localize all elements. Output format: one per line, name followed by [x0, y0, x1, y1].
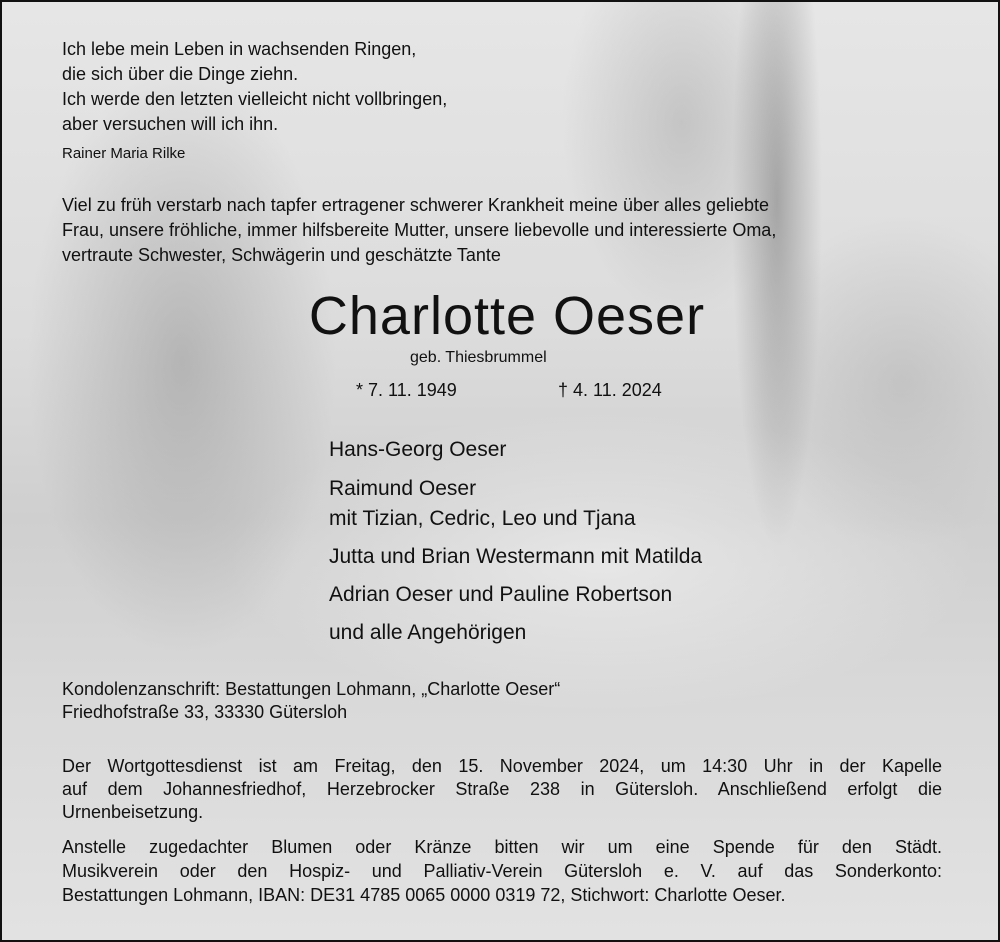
service-line: auf dem Johannesfriedhof, Herzebrocker Straße 238 in Gütersloh. Anschließend erfolgt die	[62, 779, 942, 799]
service-line: Urnenbeisetzung.	[62, 802, 204, 822]
donation-line: Anstelle zugedachter Blumen oder Kränze bitten wir um eine Spende für den Städt.	[62, 837, 942, 857]
death-date: † 4. 11. 2024	[558, 380, 662, 400]
condolence-line: Friedhofstraße 33, 33330 Gütersloh	[62, 702, 348, 722]
service-line: Der Wortgottesdienst ist am Freitag, den 15. November 2024, um 14:30 Uhr in der Kapelle	[62, 756, 942, 776]
poem-line: aber versuchen will ich ihn.	[62, 114, 279, 134]
family-member: Jutta und Brian Westermann mit Matilda	[329, 545, 703, 568]
birth-date: * 7. 11. 1949	[356, 380, 457, 400]
condolence-address	[62, 678, 560, 724]
donation-line: Musikverein oder den Hospiz- und Palliativ-Verein Gütersloh e. V. auf das Sonderkonto:	[62, 861, 942, 881]
maiden-name: geb. Thiesbrummel	[410, 349, 547, 366]
intro-line: vertraute Schwester, Schwägerin und geschätzte Tante	[62, 245, 501, 265]
poem-line: die sich über die Dinge ziehn.	[62, 64, 299, 84]
family-member: Hans-Georg Oeser	[329, 438, 507, 461]
poem-line: Ich lebe mein Leben in wachsenden Ringen,	[62, 39, 417, 59]
poem-author: Rainer Maria Rilke	[62, 145, 186, 162]
poem	[62, 37, 447, 166]
deceased-name: Charlotte Oeser	[308, 286, 706, 346]
service-info	[62, 755, 942, 824]
family-member: Raimund Oeser	[329, 477, 477, 500]
poem-line: Ich werde den letzten vielleicht nicht vollbringen,	[62, 89, 448, 109]
condolence-line: Kondolenzanschrift: Bestattungen Lohmann, „Charlotte Oeser“	[62, 679, 561, 699]
family-member: und alle Angehörigen	[329, 621, 527, 644]
family-member: Adrian Oeser und Pauline Robertson	[329, 583, 673, 606]
donation-line: Bestattungen Lohmann, IBAN: DE31 4785 0065 0000 0319 72, Stichwort: Charlotte Oeser.	[62, 885, 786, 905]
donation-info	[62, 835, 942, 907]
intro-line: Viel zu früh verstarb nach tapfer ertragener schwerer Krankheit meine über alles geliebte	[62, 195, 770, 215]
family-member: mit Tizian, Cedric, Leo und Tjana	[329, 507, 636, 530]
intro-line: Frau, unsere fröhliche, immer hilfsbereite Mutter, unsere liebevolle und interessierte Oma,	[62, 220, 777, 240]
intro-text	[62, 193, 776, 268]
